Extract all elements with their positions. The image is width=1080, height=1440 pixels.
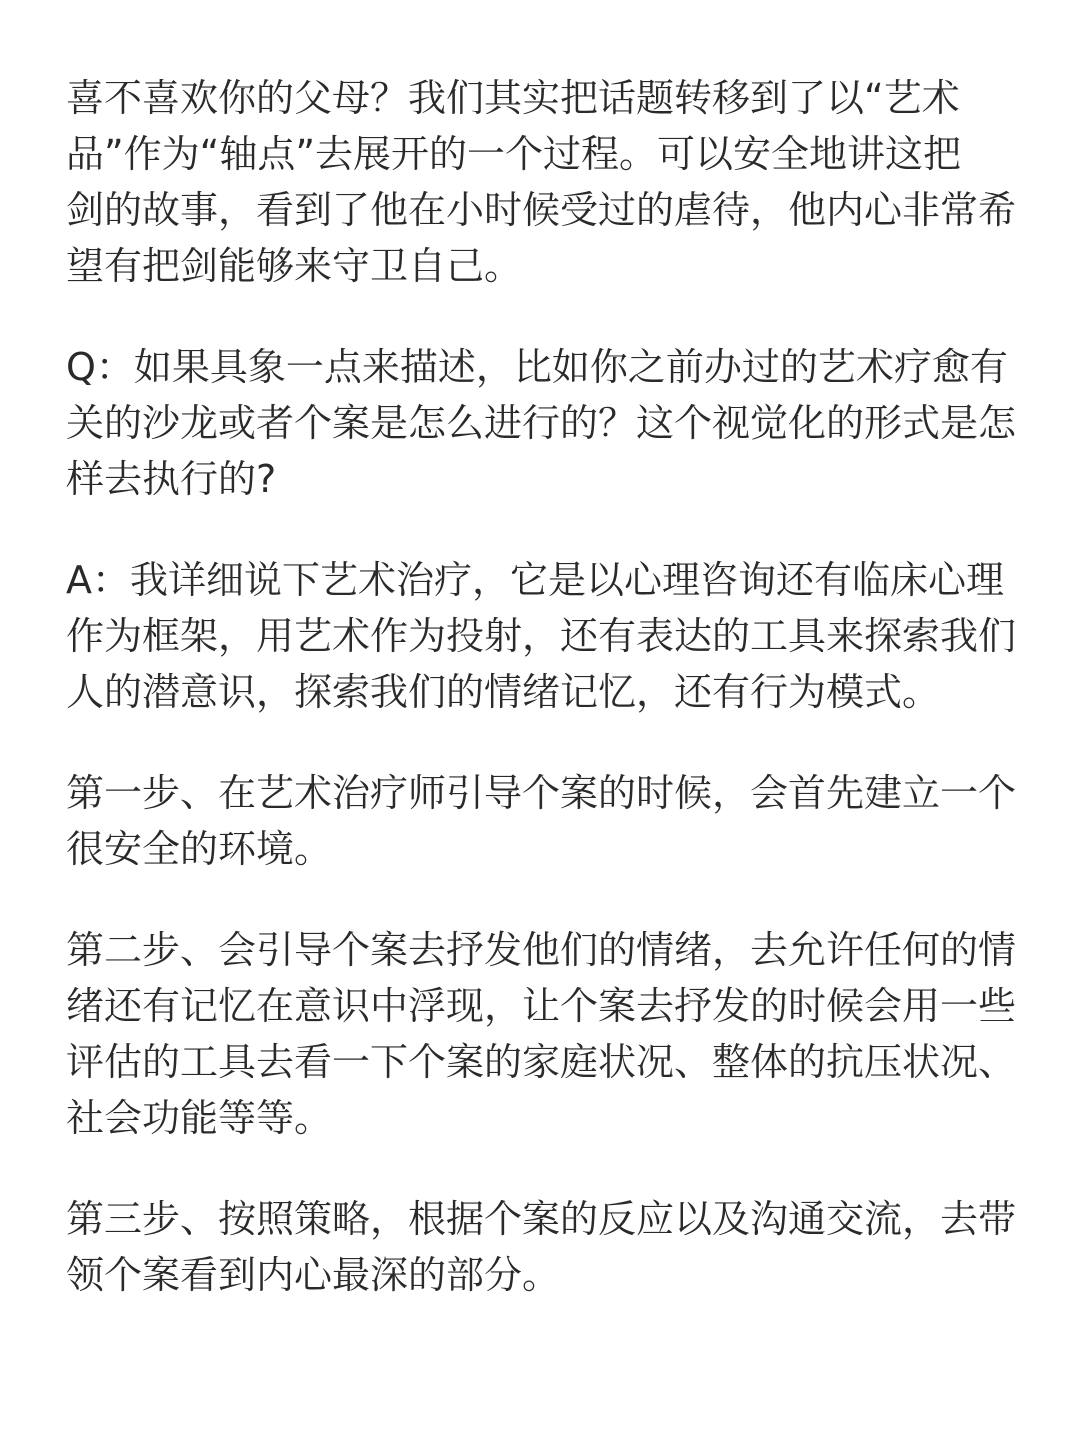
text-line: 绪还有记忆在意识中浮现，让个案去抒发的时候会用一些 [66, 984, 1017, 1028]
paragraph-step-one [66, 765, 1026, 877]
text-line: 剑的故事，看到了他在小时候受过的虐待，他内心非常希 [66, 188, 1017, 232]
text-line: 领个案看到内心最深的部分。 [66, 1253, 561, 1297]
text-line: 第二步、会引导个案去抒发他们的情绪，去允许任何的情 [66, 928, 1017, 972]
text-line: 关的沙龙或者个案是怎么进行的？这个视觉化的形式是怎 [66, 401, 1017, 445]
text-line: A：我详细说下艺术治疗，它是以心理咨询还有临床心理 [66, 558, 1004, 602]
text-line: 作为框架，用艺术作为投射，还有表达的工具来探索我们 [66, 614, 1017, 658]
text-line: 评估的工具去看一下个案的家庭状况、整体的抗压状况、 [66, 1040, 1017, 1084]
text-line: 人的潜意识，探索我们的情绪记忆，还有行为模式。 [66, 670, 941, 714]
paragraph-step-three [66, 1191, 1026, 1303]
paragraph-spacer [66, 877, 1026, 922]
paragraph-step-two [66, 922, 1026, 1146]
paragraph-spacer [66, 507, 1026, 552]
paragraph-intro [66, 70, 1026, 294]
text-line: 第三步、按照策略，根据个案的反应以及沟通交流，去带 [66, 1197, 1017, 1241]
text-line: 社会功能等等。 [66, 1096, 333, 1140]
text-line: 很安全的环境。 [66, 827, 333, 871]
text-line: 喜不喜欢你的父母？我们其实把话题转移到了以“艺术 [66, 76, 960, 120]
text-line: 第一步、在艺术治疗师引导个案的时候，会首先建立一个 [66, 771, 1017, 815]
paragraph-answer [66, 552, 1026, 720]
paragraph-question [66, 339, 1026, 507]
text-line: 望有把剑能够来守卫自己。 [66, 244, 523, 288]
paragraph-spacer [66, 720, 1026, 765]
text-line: Q：如果具象一点来描述，比如你之前办过的艺术疗愈有 [66, 345, 1008, 389]
article-body [66, 70, 1026, 1303]
paragraph-spacer [66, 294, 1026, 339]
paragraph-spacer [66, 1146, 1026, 1191]
text-line: 品”作为“轴点”去展开的一个过程。可以安全地讲这把 [66, 132, 962, 176]
text-line: 样去执行的? [66, 457, 277, 501]
